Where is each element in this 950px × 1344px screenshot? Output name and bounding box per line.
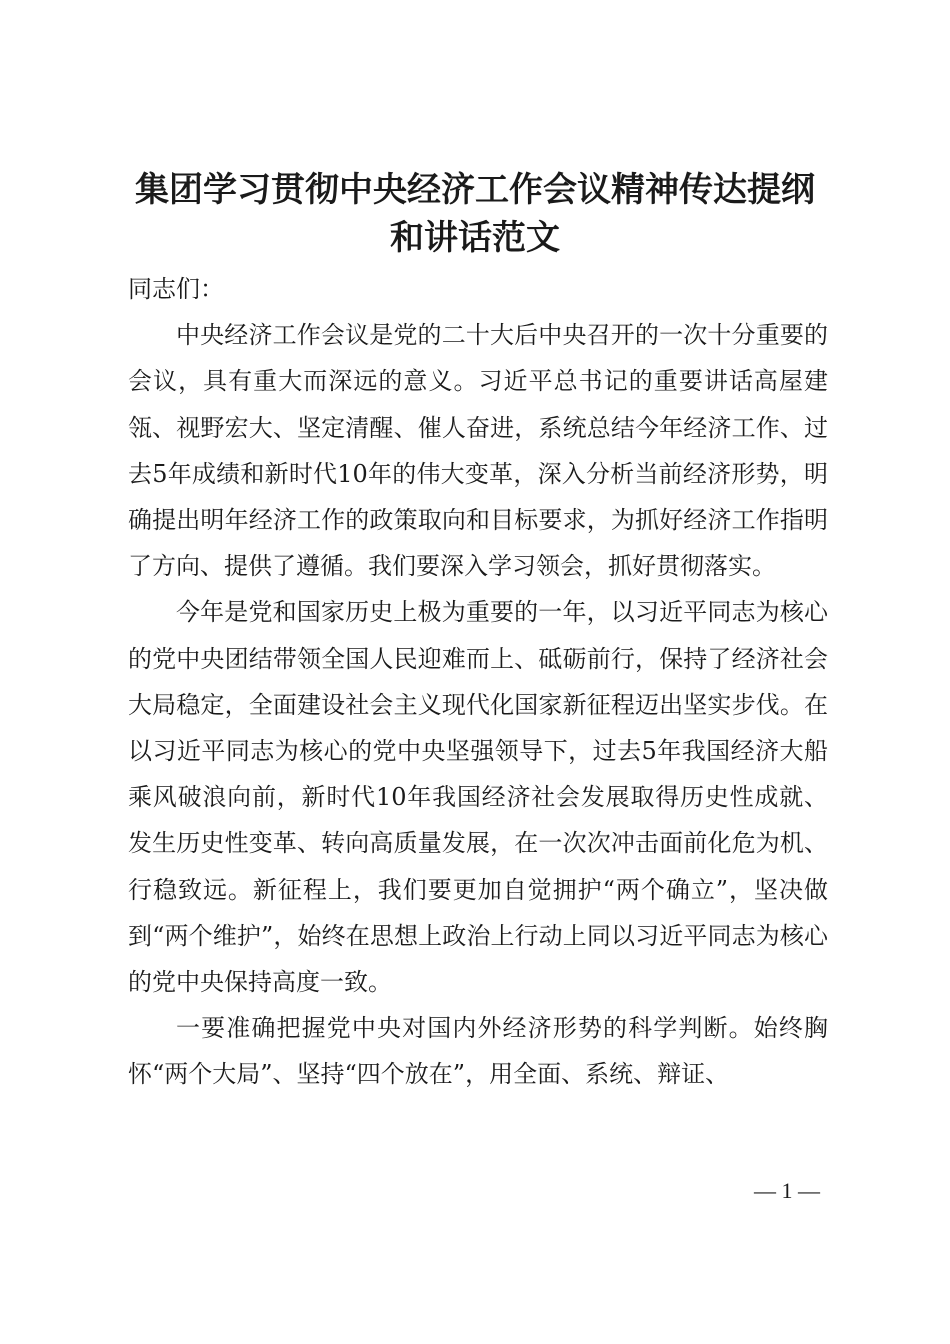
paragraph-1: 中央经济工作会议是党的二十大后中央召开的一次十分重要的会议，具有重大而深远的意义。习近平总书记的重要讲话高屋建瓴、视野宏大、坚定清醒、催人奋进，系统总结今年经济工作、过去5年成绩和新时代10年的伟大变革，深入分析当前经济形势，明确提出明年经济工作的政策取向和目标要求，为抓好经济工作指明了方向、提供了遵循。我们要深入学习领会，抓好贯彻落实。 [128, 321, 828, 581]
paragraph-3: 一要准确把握党中央对国内外经济形势的科学判断。始终胸怀“两个大局”、坚持“四个放在”，用全面、系统、辩证、 [128, 1014, 828, 1089]
paragraph-2: 今年是党和国家历史上极为重要的一年，以习近平同志为核心的党中央团结带领全国人民迎难而上、砥砺前行，保持了经济社会大局稳定，全面建设社会主义现代化国家新征程迈出坚实步伐。在以习近平同志为核心的党中央坚强领导下，过去5年我国经济大船乘风破浪向前，新时代10年我国经济社会发展取得历史性成就、发生历史性变革、转向高质量发展，在一次次冲击面前化危为机、行稳致远。新征程上，我们要更加自觉拥护“两个确立”，坚决做到“两个维护”，始终在思想上政治上行动上同以习近平同志为核心的党中央保持高度一致。 [128, 598, 828, 997]
document-title [120, 166, 830, 262]
title-line-1: 集团学习贯彻中央经济工作会议精神传达提纲 [135, 170, 815, 210]
title-line-2: 和讲话范文 [390, 218, 560, 258]
page-number: — 1 — [754, 1178, 820, 1203]
salutation: 同志们： [128, 275, 224, 303]
document-body [128, 266, 828, 1098]
